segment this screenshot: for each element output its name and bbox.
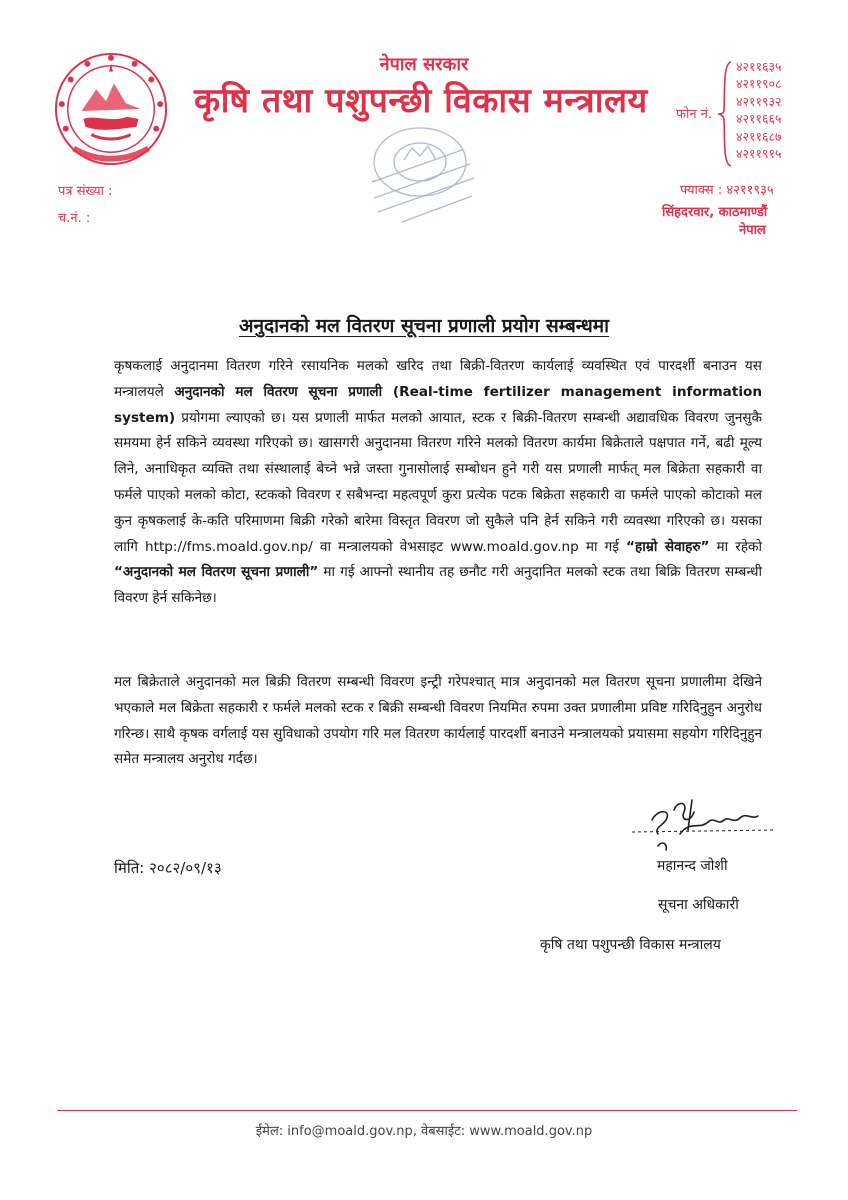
footer-divider bbox=[57, 1110, 797, 1111]
signer-name: महानन्द जोशी bbox=[657, 858, 728, 874]
address-line-2: नेपाल bbox=[739, 223, 766, 238]
body-paragraph-1 bbox=[114, 354, 762, 612]
fms-url: http://fms.moald.gov.np/ bbox=[145, 538, 313, 555]
letter-date: मिति: २०८२/०९/१३ bbox=[114, 859, 222, 877]
address-line-1: सिंहदरवार, काठमाण्डौं bbox=[662, 205, 768, 220]
footer-contact: ईमेल: info@moald.gov.np, वेबसाईट: www.moald.gov.np bbox=[255, 1124, 593, 1139]
dispatch-number-label: च.नं. : bbox=[58, 211, 91, 226]
phone-number: ४२११६८७ bbox=[736, 128, 782, 144]
our-services-label: “हाम्रो सेवाहरु” bbox=[626, 538, 710, 555]
brace-mark bbox=[716, 60, 734, 168]
ministry-name: कृषि तथा पशुपन्छी विकास मन्त्रालय bbox=[194, 81, 648, 121]
p1-text: मा रहेको bbox=[709, 538, 763, 555]
letter-number-label: पत्र संख्या : bbox=[58, 184, 113, 199]
signer-title: सूचना अधिकारी bbox=[658, 897, 739, 913]
p1-text: मा गई आफ्नो स्थानीय तह छनौट गरी अनुदानित मलको स्टक तथा बिक्रि वितरण सम्बन्धी विवरण हेर्न सकिनेछ। bbox=[114, 564, 762, 607]
letter-subject bbox=[0, 312, 848, 338]
system-menu-label: “अनुदानको मल वितरण सूचना प्रणाली” bbox=[114, 564, 319, 581]
office-stamp-icon bbox=[352, 120, 492, 230]
fax-number: फ्याक्स : ४२११९३५ bbox=[680, 183, 774, 198]
phone-number: ४२११९१५ bbox=[736, 146, 782, 162]
phone-number: ४२११६३५ bbox=[736, 59, 782, 74]
government-name: नेपाल सरकार bbox=[379, 54, 469, 75]
phone-label: फोन नं. bbox=[676, 107, 713, 122]
p1-text: मा गई bbox=[578, 538, 627, 555]
signer-organization: कृषि तथा पशुपन्छी विकास मन्त्रालय bbox=[540, 937, 721, 953]
ministry-website: www.moald.gov.np bbox=[450, 538, 579, 555]
p1-text: प्रयोगमा ल्याएको छ। यस प्रणाली मार्फत मलको आयात, स्टक र बिक्री-वितरण सम्बन्धी अद्यावधिक विवरण जुनसुकै समयमा हेर्न सकिने व्यवस्था गरिएको छ। खासगरी अनुदानमा वितरण गरिने मलको वितरण कार्यमा बिक्रेताले पक्षपात गर्ने, बढी मूल्य लिने, अनाधिकृत व्यक्ति तथा संस्थालाई बेच्ने भन्ने जस्ता गुनासोलाई सम्बोधन हुने गरी यस प्रणाली मार्फत् मल बिक्रेता सहकारी वा फर्मले पाएको मलको कोटा, स्टकको विवरण र सबैभन्दा महत्वपूर्ण कुरा प्रत्येक पटक बिक्रेता सहकारी वा फर्मले पाएको कोटाको मल कुन कृषकलाई के-कति परिमाणमा बिक्री गरेको बारेमा विस्तृत विवरण जो सुकैले पनि हेर्न सकिने गरी व्यवस्था गरिएको छ। यसका लागि bbox=[114, 409, 762, 555]
phone-number: ४२११६६५ bbox=[736, 111, 782, 127]
subject-text: अनुदानको मल वितरण सूचना प्रणाली प्रयोग सम्बन्धमा bbox=[238, 315, 610, 337]
p1-text: वा मन्त्रालयको वेभसाइट bbox=[312, 538, 451, 555]
system-name: अनुदानको मल वितरण सूचना प्रणाली (Real-time fertilizer management information system) bbox=[114, 383, 762, 426]
phone-numbers bbox=[736, 58, 782, 162]
signature-mark bbox=[628, 790, 778, 862]
phone-number: ४२११९३२ bbox=[736, 93, 782, 109]
p1-text: कृषकलाई अनुदानमा वितरण गरिने रसायनिक मलको खरिद तथा बिक्री-वितरण कार्यलाई व्यवस्थित एवं पारदर्शी बनाउन यस मन्त्रालयले bbox=[114, 358, 762, 400]
body-paragraph-2: मल बिक्रेताले अनुदानको मल बिक्री वितरण सम्बन्धी विवरण इन्ट्री गरेपश्चात् मात्र अनुदानको मल वितरण सूचना प्रणालीमा देखिने भएकाले मल बिक्रेता सहकारी र फर्मले मलको स्टक र बिक्री सम्बन्धी विवरण नियमित रुपमा उक्त प्रणालीमा प्रविष्ट गरिदिनुहुन अनुरोध गरिन्छ। साथै कृषक वर्गलाई यस सुविधाको उपयोग गरि मल वितरण कार्यलाई पारदर्शी बनाउने मन्त्रालयको प्रयासमा सहयोग गरिदिनुहुन समेत मन्त्रालय अनुरोध गर्दछ। bbox=[114, 674, 762, 768]
phone-number: ४२११९०८ bbox=[736, 76, 782, 92]
